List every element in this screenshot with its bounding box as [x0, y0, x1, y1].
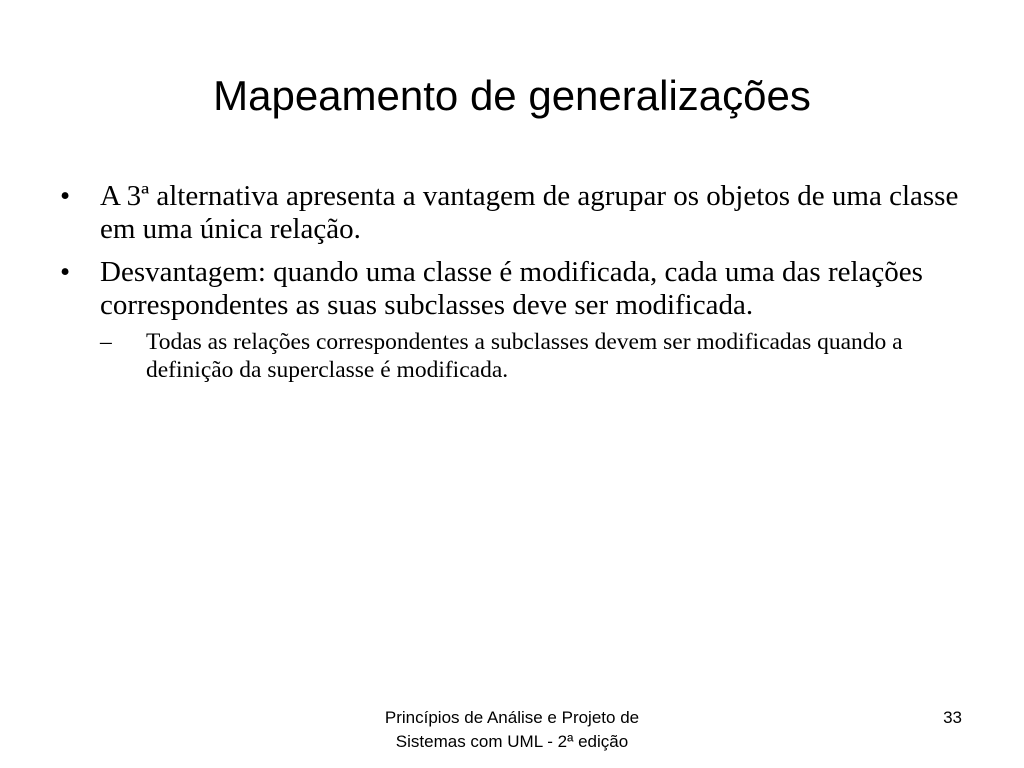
footer-book-title [312, 706, 712, 754]
footer-line-1: Princípios de Análise e Projeto de [384, 708, 640, 727]
sub-bullet-text: Todas as relações correspondentes a subclasses devem ser modificadas quando a definição da superclasse é modificada. [146, 329, 903, 383]
page-number: 33 [943, 708, 962, 727]
bullet-text: A 3ª alternativa apresenta a vantagem de agrupar os objetos de uma classe em uma única relação. [100, 180, 959, 245]
sub-bullet-item-1 [100, 328, 968, 384]
dash-marker: – [100, 329, 112, 355]
slide-content [58, 180, 968, 384]
bullet-marker: • [60, 180, 71, 212]
footer-line-2: Sistemas com UML - 2ª edição [395, 732, 629, 751]
bullet-item-2 [58, 256, 968, 322]
bullet-marker: • [60, 256, 71, 288]
bullet-text: Desvantagem: quando uma classe é modificada, cada uma das relações correspondentes as suas subclasses deve ser modificada. [100, 256, 923, 321]
slide-title: Mapeamento de generalizações [213, 72, 811, 119]
bullet-item-1 [58, 180, 968, 246]
